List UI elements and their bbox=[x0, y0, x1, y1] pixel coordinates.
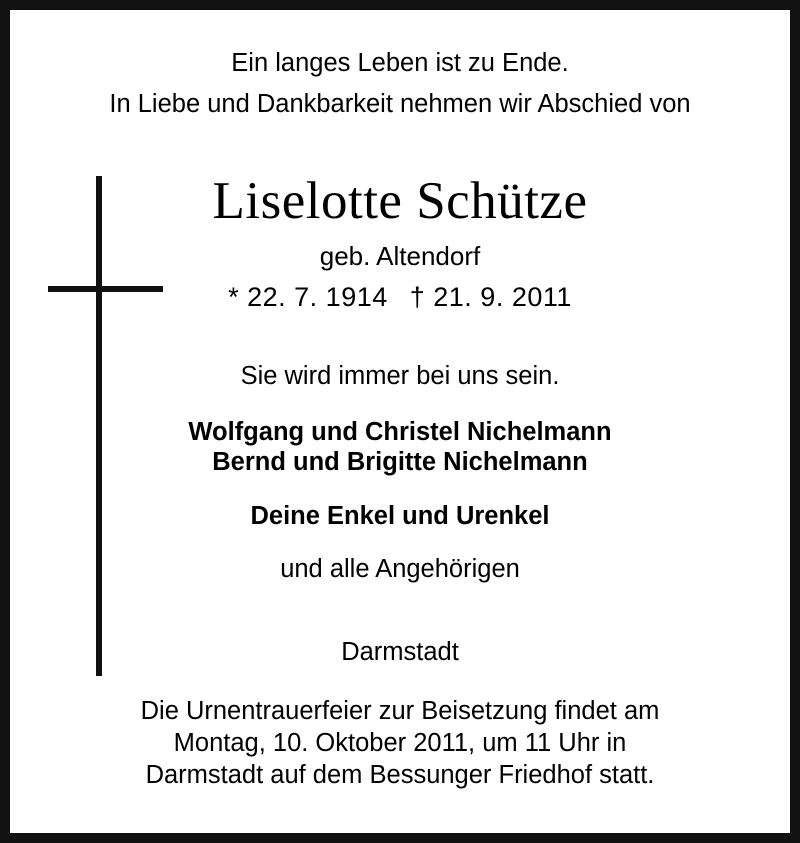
funeral-details bbox=[46, 696, 754, 792]
city-label: Darmstadt bbox=[341, 638, 459, 666]
details-line-1: Die Urnentrauerfeier zur Beisetzung findet am bbox=[140, 697, 660, 726]
cross-icon bbox=[48, 176, 163, 676]
family-line-2: Bernd und Brigitte Nichelmann bbox=[212, 447, 588, 476]
intro-line-1: Ein langes Leben ist zu Ende. bbox=[231, 49, 569, 77]
birth-date: * 22. 7. 1914 bbox=[228, 281, 388, 312]
details-line-3: Darmstadt auf dem Bessunger Friedhof statt. bbox=[145, 760, 655, 789]
death-date: † 21. 9. 2011 bbox=[409, 281, 572, 312]
deceased-name: Liselotte Schütze bbox=[212, 172, 588, 231]
cross-horizontal-bar bbox=[48, 286, 163, 292]
family-line-3: Deine Enkel und Urenkel bbox=[250, 501, 550, 530]
memorial-line: Sie wird immer bei uns sein. bbox=[240, 361, 560, 390]
intro-line-2: In Liebe und Dankbarkeit nehmen wir Abschied von bbox=[109, 90, 691, 119]
relatives-line: und alle Angehörigen bbox=[280, 554, 520, 583]
details-line-2: Montag, 10. Oktober 2011, um 11 Uhr in bbox=[173, 728, 627, 757]
cross-vertical-bar bbox=[96, 176, 102, 676]
family-line-1: Wolfgang und Christel Nichelmann bbox=[188, 417, 612, 446]
maiden-name: geb. Altendorf bbox=[319, 240, 481, 271]
obituary-content bbox=[10, 10, 790, 833]
